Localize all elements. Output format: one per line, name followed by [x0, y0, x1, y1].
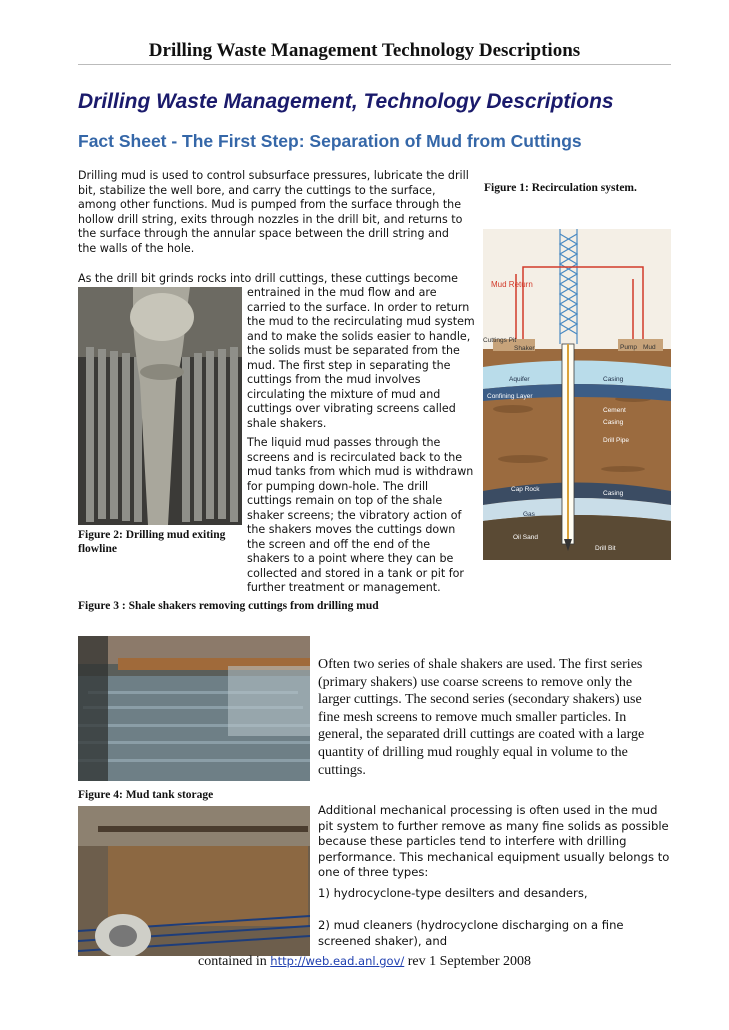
shale-shakers-photo: [78, 636, 310, 781]
diagram-label-cuttings-pit: Cuttings Pit: [483, 337, 517, 344]
footer-revision: rev 1 September 2008: [407, 954, 531, 969]
diagram-label-mud: Mud: [643, 344, 656, 351]
intro-paragraph-2-body: entrained in the mud flow and are carried to the surface. In order to return the mud to the recirculating mud system and to make the solids easier to handle, the solids must be separated from the mud. The first step in separating the cuttings from the mud involves circulating the mixture of mud and cuttings over vibrating screens called shale shakers.: [247, 286, 475, 430]
running-header: Drilling Waste Management Technology Descriptions: [148, 40, 581, 61]
footer-link[interactable]: http://web.ead.anl.gov/: [270, 954, 405, 968]
page-subtitle: Fact Sheet - The First Step: Separation of Mud from Cuttings: [78, 131, 582, 151]
diagram-label-drill-pipe: Drill Pipe: [603, 437, 630, 444]
page-title: Drilling Waste Management, Technology Descriptions: [78, 90, 614, 113]
shale-shaker-paragraph: Often two series of shale shakers are used. The first series (primary shakers) use coarse screens to remove only the larger cuttings. The second series (secondary shakers) use fine mesh screens to remove much smaller particles. In general, the separated drill cuttings are coated with a large quantity of drilling mud roughly equal in volume to the cuttings.: [318, 657, 645, 778]
figure-1-caption: Figure 1: Recirculation system.: [484, 182, 637, 194]
intro-paragraph-3: The liquid mud passes through the screens and is recirculated back to the mud tanks from which mud is withdrawn for pumping down-hole. The drill cuttings remain on top of the shale shaker screens; the vibratory action of the shakers moves the cuttings down the screen and off the end of the shakers to a point where they can be collected and stored in a tank or pit for further treatment or management.: [247, 436, 474, 594]
equipment-type-1: 1) hydrocyclone-type desilters and desanders,: [318, 886, 588, 900]
figure-3-photo-shale-shakers: [78, 636, 310, 781]
diagram-label-cement: Cement: [603, 407, 626, 414]
diagram-label-drill-bit: Drill Bit: [595, 545, 616, 552]
page-footer: [0, 954, 729, 970]
diagram-label-mud-return: Mud Return: [491, 280, 533, 289]
intro-paragraph-2-lead: As the drill bit grinds rocks into drill cuttings, these cuttings become: [78, 272, 458, 285]
diagram-label-oil-sand: Oil Sand: [513, 534, 538, 541]
diagram-label-casing-2: Casing: [603, 419, 624, 426]
figure-2-photo-mud-flowline: [78, 287, 242, 525]
diagram-label-pump: Pump: [620, 344, 637, 351]
header-rule: [78, 64, 671, 65]
equipment-type-2: 2) mud cleaners (hydrocyclone discharging on a fine screened shaker), and: [318, 918, 624, 948]
diagram-label-aquifer: Aquifer: [509, 376, 530, 383]
mud-flowline-photo: [78, 287, 242, 525]
figure-3-caption: Figure 3 : Shale shakers removing cuttings from drilling mud: [78, 600, 379, 612]
intro-paragraph-1: Drilling mud is used to control subsurface pressures, lubricate the drill bit, stabilize the well bore, and carry the cuttings to the surface, among other functions. Mud is pumped from the surface through the hollow drill string, exits through nozzles in the drill bit, and returns to the surface through the annular space between the drill string and the walls of the hole.: [78, 169, 469, 255]
diagram-label-confining-layer: Confining Layer: [487, 393, 533, 400]
figure-2-caption: Figure 2: Drilling mud exiting flowline: [78, 529, 226, 555]
diagram-label-cap-rock: Cap Rock: [511, 486, 540, 493]
diagram-label-casing-3: Casing: [603, 490, 624, 497]
mechanical-processing-paragraph: Additional mechanical processing is often used in the mud pit system to further remove as many fine solids as possible because these particles tend to interfere with drilling performance. This mechanical equipment usually belongs to one of three types:: [318, 803, 670, 879]
footer-prefix: contained in: [197, 954, 267, 969]
figure-4-caption: Figure 4: Mud tank storage: [78, 789, 214, 801]
diagram-label-gas: Gas: [523, 511, 535, 518]
diagram-label-casing: Casing: [603, 376, 624, 383]
recirculation-diagram-svg: [483, 229, 671, 560]
figure-4-photo-mud-tank: [78, 806, 310, 956]
mud-tank-photo: [78, 806, 310, 956]
figure-1-recirculation-diagram: [483, 229, 671, 560]
diagram-label-shaker: Shaker: [514, 345, 535, 352]
